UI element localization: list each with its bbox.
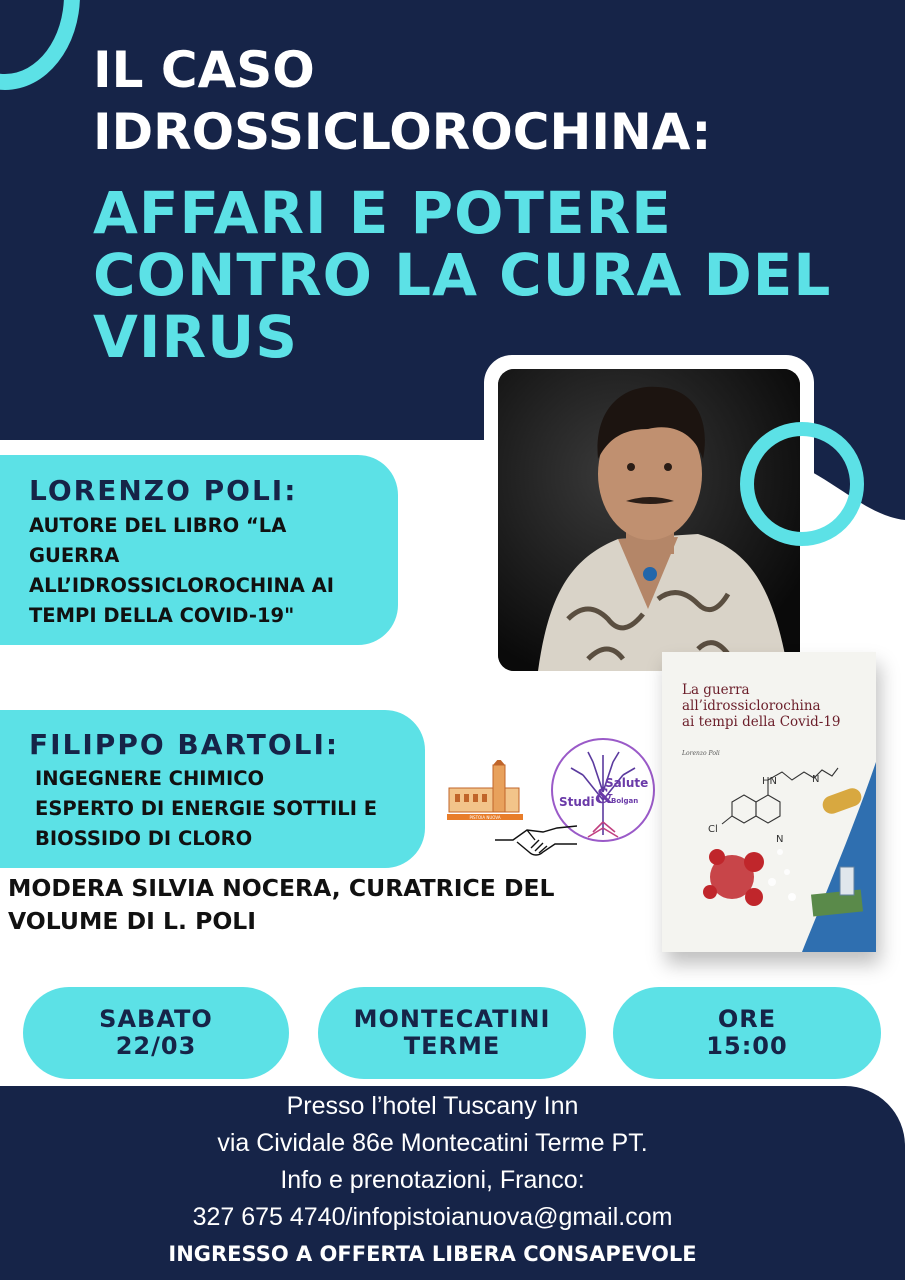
subtitle-line-2: CONTRO LA CURA DEL	[93, 241, 832, 309]
speaker2-desc-line: BIOSSIDO DI CLORO	[35, 827, 253, 850]
time-value: 15:00	[706, 1032, 788, 1060]
subtitle-line-3: VIRUS	[93, 303, 298, 371]
moderator-line: MODERA SILVIA NOCERA, CURATRICE DEL	[8, 874, 555, 902]
svg-text:N: N	[776, 834, 784, 845]
decorative-ring-right	[740, 422, 864, 546]
speaker2-desc-line: INGEGNERE CHIMICO	[35, 767, 265, 790]
title-line-2: IDROSSICLOROCHINA:	[93, 103, 712, 161]
location-city-2: TERME	[403, 1032, 501, 1060]
subtitle-line-1: AFFARI E POTERE	[93, 179, 672, 247]
info-contact: 327 675 4740/infopistoianuova@gmail.com	[192, 1203, 673, 1231]
logo-amp-text: &	[595, 784, 614, 808]
logo-pistoia-caption: PISTOIA NUOVA	[469, 815, 501, 820]
title-line-1: IL CASO	[93, 41, 315, 99]
book-cover	[662, 652, 876, 952]
speaker2-name: FILIPPO BARTOLI:	[29, 728, 340, 761]
speaker1-desc-line: ALL’IDROSSICLOROCHINA AI	[29, 574, 335, 597]
speaker1-desc-line: GUERRA	[29, 544, 120, 567]
logo-studi-text: Studi	[559, 795, 595, 809]
location-pill	[318, 987, 586, 1079]
speaker1-description	[29, 511, 334, 631]
date-pill	[23, 987, 289, 1079]
book-title-line: all’idrossiclorochina	[682, 698, 821, 714]
moderator-line: VOLUME DI L. POLI	[8, 907, 257, 935]
svg-text:Cl: Cl	[708, 824, 718, 835]
speaker1-desc-line: TEMPI DELLA COVID-19"	[29, 604, 295, 627]
date-day: SABATO	[99, 1005, 213, 1033]
book-title-line: La guerra	[682, 682, 750, 698]
book-title	[682, 682, 841, 730]
book-title-line: ai tempi della Covid-19	[682, 714, 841, 730]
logo-salute-text: Salute	[605, 776, 649, 790]
location-city: MONTECATINI	[353, 1005, 551, 1033]
logo-bolgan-text: Bolgan	[611, 797, 639, 805]
svg-text:N: N	[812, 774, 820, 785]
svg-text:HN: HN	[762, 776, 777, 787]
speaker1-name: LORENZO POLI:	[29, 474, 298, 507]
moderator-text	[8, 872, 648, 938]
time-pill	[613, 987, 881, 1079]
info-contact-label: Info e prenotazioni, Franco:	[280, 1166, 585, 1194]
speaker2-desc-line: ESPERTO DI ENERGIE SOTTILI E	[35, 797, 378, 820]
time-label: ORE	[717, 1005, 777, 1033]
handshake-icon	[495, 818, 577, 860]
book-author: Lorenzo Poli	[682, 750, 720, 757]
speaker1-desc-line: AUTORE DEL LIBRO “LA	[29, 514, 287, 537]
date-value: 22/03	[115, 1032, 197, 1060]
info-entry: INGRESSO A OFFERTA LIBERA CONSAPEVOLE	[168, 1242, 697, 1266]
speaker2-description	[35, 764, 377, 854]
logo-pistoia-nuova	[447, 760, 523, 822]
info-venue: Presso l’hotel Tuscany Inn	[286, 1092, 579, 1120]
info-address: via Cividale 86e Montecatini Terme PT.	[217, 1129, 648, 1157]
